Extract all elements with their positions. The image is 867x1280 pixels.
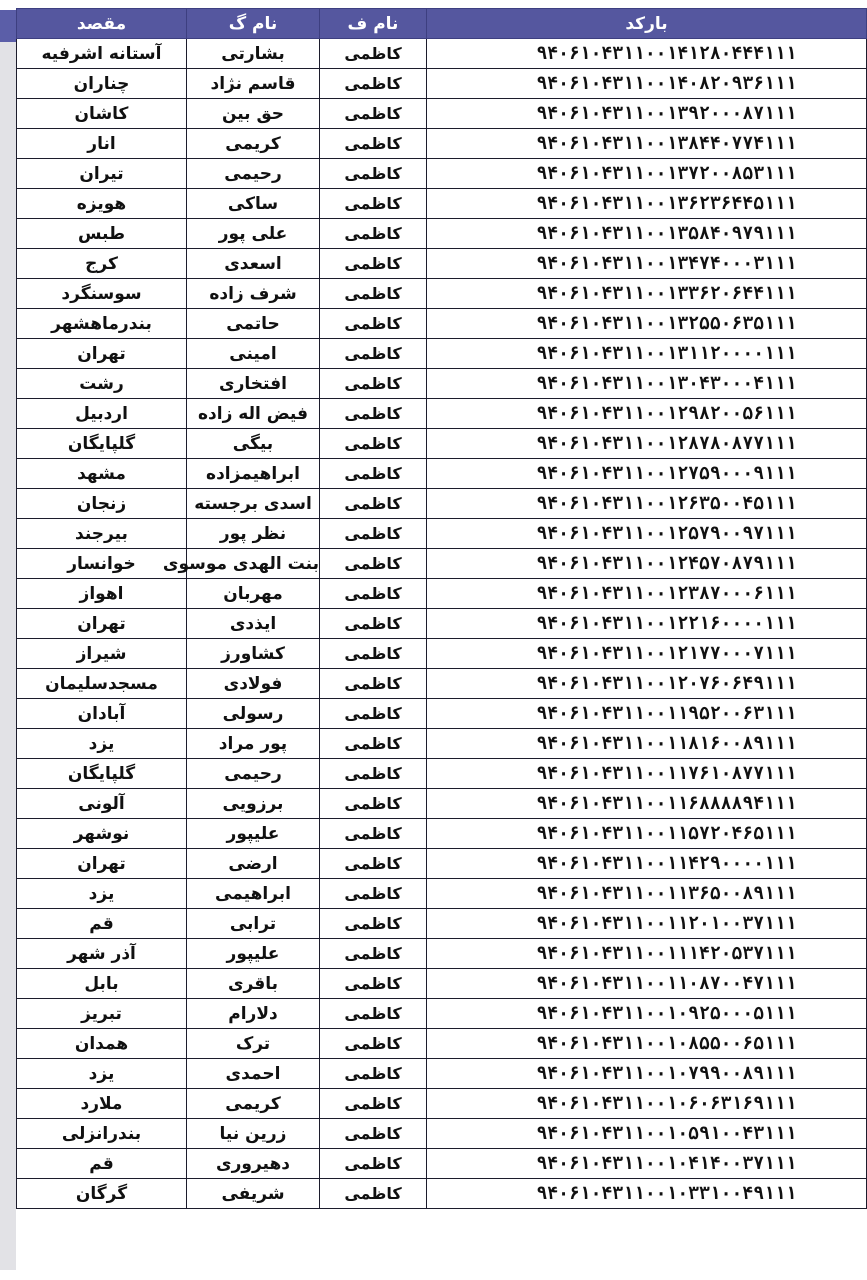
last-name-cell: کاظمی bbox=[320, 489, 427, 519]
destination-cell: کاشان bbox=[17, 99, 187, 129]
table-row bbox=[17, 159, 867, 189]
barcode-cell: ۹۴۰۶۱۰۴۳۱۱۰۰۱۳۸۴۴۰۷۷۴۱۱۱ bbox=[427, 129, 867, 159]
barcode-cell: ۹۴۰۶۱۰۴۳۱۱۰۰۱۳۰۴۳۰۰۰۴۱۱۱ bbox=[427, 369, 867, 399]
barcode-cell: ۹۴۰۶۱۰۴۳۱۱۰۰۱۱۶۸۸۸۸۹۴۱۱۱ bbox=[427, 789, 867, 819]
destination-cell: آستانه اشرفیه bbox=[17, 39, 187, 69]
table-row bbox=[17, 369, 867, 399]
first-name-cell: رسولی bbox=[187, 699, 320, 729]
first-name-cell: بیگی bbox=[187, 429, 320, 459]
first-name-cell: حاتمی bbox=[187, 309, 320, 339]
table-row bbox=[17, 819, 867, 849]
destination-cell: نوشهر bbox=[17, 819, 187, 849]
destination-cell: رشت bbox=[17, 369, 187, 399]
first-name-cell: اسعدی bbox=[187, 249, 320, 279]
table-row bbox=[17, 189, 867, 219]
destination-cell: تهران bbox=[17, 609, 187, 639]
destination-cell: یزد bbox=[17, 879, 187, 909]
table-row bbox=[17, 879, 867, 909]
table-row bbox=[17, 939, 867, 969]
last-name-cell: کاظمی bbox=[320, 39, 427, 69]
last-name-cell: کاظمی bbox=[320, 759, 427, 789]
last-name-cell: کاظمی bbox=[320, 909, 427, 939]
first-name-cell: ارضی bbox=[187, 849, 320, 879]
destination-cell: بابل bbox=[17, 969, 187, 999]
barcode-cell: ۹۴۰۶۱۰۴۳۱۱۰۰۱۲۱۷۷۰۰۰۷۱۱۱ bbox=[427, 639, 867, 669]
last-name-cell: کاظمی bbox=[320, 1149, 427, 1179]
first-name-cell: امینی bbox=[187, 339, 320, 369]
barcode-cell: ۹۴۰۶۱۰۴۳۱۱۰۰۱۳۳۶۲۰۶۴۴۱۱۱ bbox=[427, 279, 867, 309]
table-row bbox=[17, 99, 867, 129]
left-accent-bar bbox=[0, 10, 16, 42]
table-row bbox=[17, 489, 867, 519]
last-name-cell: کاظمی bbox=[320, 369, 427, 399]
destination-cell: مشهد bbox=[17, 459, 187, 489]
barcode-cell: ۹۴۰۶۱۰۴۳۱۱۰۰۱۳۱۱۲۰۰۰۰۱۱۱ bbox=[427, 339, 867, 369]
last-name-cell: کاظمی bbox=[320, 669, 427, 699]
destination-cell: بندرانزلی bbox=[17, 1119, 187, 1149]
first-name-cell: دهیروری bbox=[187, 1149, 320, 1179]
barcode-cell: ۹۴۰۶۱۰۴۳۱۱۰۰۱۴۰۸۲۰۹۳۶۱۱۱ bbox=[427, 69, 867, 99]
header-barcode: بارکد bbox=[427, 9, 867, 39]
last-name-cell: کاظمی bbox=[320, 1089, 427, 1119]
left-side-strip bbox=[0, 42, 16, 1270]
destination-cell: کرج bbox=[17, 249, 187, 279]
last-name-cell: کاظمی bbox=[320, 519, 427, 549]
table-row bbox=[17, 1119, 867, 1149]
table-row bbox=[17, 39, 867, 69]
first-name-cell: ابراهیمزاده bbox=[187, 459, 320, 489]
table-row bbox=[17, 789, 867, 819]
table-row bbox=[17, 849, 867, 879]
last-name-cell: کاظمی bbox=[320, 969, 427, 999]
table-row bbox=[17, 639, 867, 669]
first-name-cell: اسدی برجسته bbox=[187, 489, 320, 519]
last-name-cell: کاظمی bbox=[320, 249, 427, 279]
table-row bbox=[17, 339, 867, 369]
table-row bbox=[17, 669, 867, 699]
last-name-cell: کاظمی bbox=[320, 1029, 427, 1059]
table-body bbox=[17, 39, 867, 1209]
last-name-cell: کاظمی bbox=[320, 1179, 427, 1209]
last-name-cell: کاظمی bbox=[320, 849, 427, 879]
destination-cell: یزد bbox=[17, 729, 187, 759]
last-name-cell: کاظمی bbox=[320, 549, 427, 579]
last-name-cell: کاظمی bbox=[320, 99, 427, 129]
last-name-cell: کاظمی bbox=[320, 729, 427, 759]
barcode-cell: ۹۴۰۶۱۰۴۳۱۱۰۰۱۰۳۳۱۰۰۴۹۱۱۱ bbox=[427, 1179, 867, 1209]
first-name-cell: ساکی bbox=[187, 189, 320, 219]
last-name-cell: کاظمی bbox=[320, 819, 427, 849]
last-name-cell: کاظمی bbox=[320, 1059, 427, 1089]
table-row bbox=[17, 399, 867, 429]
table-row bbox=[17, 459, 867, 489]
destination-cell: زنجان bbox=[17, 489, 187, 519]
last-name-cell: کاظمی bbox=[320, 879, 427, 909]
barcode-cell: ۹۴۰۶۱۰۴۳۱۱۰۰۱۳۴۷۴۰۰۰۳۱۱۱ bbox=[427, 249, 867, 279]
barcode-cell: ۹۴۰۶۱۰۴۳۱۱۰۰۱۲۶۳۵۰۰۴۵۱۱۱ bbox=[427, 489, 867, 519]
destination-cell: تیران bbox=[17, 159, 187, 189]
barcode-cell: ۹۴۰۶۱۰۴۳۱۱۰۰۱۰۹۲۵۰۰۰۵۱۱۱ bbox=[427, 999, 867, 1029]
first-name-cell: رحیمی bbox=[187, 159, 320, 189]
table-row bbox=[17, 309, 867, 339]
first-name-cell: نظر پور bbox=[187, 519, 320, 549]
last-name-cell: کاظمی bbox=[320, 309, 427, 339]
barcode-cell: ۹۴۰۶۱۰۴۳۱۱۰۰۱۱۱۴۲۰۵۳۷۱۱۱ bbox=[427, 939, 867, 969]
barcode-cell: ۹۴۰۶۱۰۴۳۱۱۰۰۱۱۷۶۱۰۸۷۷۱۱۱ bbox=[427, 759, 867, 789]
table-row bbox=[17, 729, 867, 759]
table-row bbox=[17, 969, 867, 999]
barcode-cell: ۹۴۰۶۱۰۴۳۱۱۰۰۱۲۴۵۷۰۸۷۹۱۱۱ bbox=[427, 549, 867, 579]
first-name-cell: علی پور bbox=[187, 219, 320, 249]
last-name-cell: کاظمی bbox=[320, 999, 427, 1029]
destination-cell: چناران bbox=[17, 69, 187, 99]
first-name-cell: شرف زاده bbox=[187, 279, 320, 309]
header-first-name: نام گ bbox=[187, 9, 320, 39]
barcode-cell: ۹۴۰۶۱۰۴۳۱۱۰۰۱۳۷۲۰۰۸۵۳۱۱۱ bbox=[427, 159, 867, 189]
last-name-cell: کاظمی bbox=[320, 609, 427, 639]
barcode-cell: ۹۴۰۶۱۰۴۳۱۱۰۰۱۲۵۷۹۰۰۹۷۱۱۱ bbox=[427, 519, 867, 549]
last-name-cell: کاظمی bbox=[320, 69, 427, 99]
table-row bbox=[17, 759, 867, 789]
first-name-cell: زرین نیا bbox=[187, 1119, 320, 1149]
shipment-table bbox=[16, 8, 867, 1209]
barcode-cell: ۹۴۰۶۱۰۴۳۱۱۰۰۱۱۹۵۲۰۰۶۳۱۱۱ bbox=[427, 699, 867, 729]
first-name-cell: ترک bbox=[187, 1029, 320, 1059]
table-row bbox=[17, 279, 867, 309]
barcode-cell: ۹۴۰۶۱۰۴۳۱۱۰۰۱۱۴۲۹۰۰۰۰۱۱۱ bbox=[427, 849, 867, 879]
barcode-cell: ۹۴۰۶۱۰۴۳۱۱۰۰۱۲۳۸۷۰۰۰۶۱۱۱ bbox=[427, 579, 867, 609]
destination-cell: اردبیل bbox=[17, 399, 187, 429]
barcode-cell: ۹۴۰۶۱۰۴۳۱۱۰۰۱۲۷۵۹۰۰۰۹۱۱۱ bbox=[427, 459, 867, 489]
first-name-cell: پور مراد bbox=[187, 729, 320, 759]
destination-cell: تهران bbox=[17, 339, 187, 369]
last-name-cell: کاظمی bbox=[320, 399, 427, 429]
destination-cell: آلونی bbox=[17, 789, 187, 819]
table-header-row bbox=[17, 9, 867, 39]
first-name-cell: رحیمی bbox=[187, 759, 320, 789]
last-name-cell: کاظمی bbox=[320, 789, 427, 819]
last-name-cell: کاظمی bbox=[320, 189, 427, 219]
first-name-cell: احمدی bbox=[187, 1059, 320, 1089]
barcode-cell: ۹۴۰۶۱۰۴۳۱۱۰۰۱۰۴۱۴۰۰۳۷۱۱۱ bbox=[427, 1149, 867, 1179]
destination-cell: انار bbox=[17, 129, 187, 159]
table-row bbox=[17, 579, 867, 609]
destination-cell: بیرجند bbox=[17, 519, 187, 549]
destination-cell: ملارد bbox=[17, 1089, 187, 1119]
barcode-cell: ۹۴۰۶۱۰۴۳۱۱۰۰۱۰۵۹۱۰۰۴۳۱۱۱ bbox=[427, 1119, 867, 1149]
last-name-cell: کاظمی bbox=[320, 939, 427, 969]
first-name-cell: بنت الهدی موسوی bbox=[187, 549, 320, 579]
table-row bbox=[17, 999, 867, 1029]
barcode-cell: ۹۴۰۶۱۰۴۳۱۱۰۰۱۰۶۰۶۳۱۶۹۱۱۱ bbox=[427, 1089, 867, 1119]
first-name-cell: کریمی bbox=[187, 1089, 320, 1119]
first-name-cell: فولادی bbox=[187, 669, 320, 699]
destination-cell: تبریز bbox=[17, 999, 187, 1029]
destination-cell: شیراز bbox=[17, 639, 187, 669]
table-row bbox=[17, 609, 867, 639]
table-row bbox=[17, 1089, 867, 1119]
barcode-cell: ۹۴۰۶۱۰۴۳۱۱۰۰۱۱۸۱۶۰۰۸۹۱۱۱ bbox=[427, 729, 867, 759]
last-name-cell: کاظمی bbox=[320, 339, 427, 369]
barcode-cell: ۹۴۰۶۱۰۴۳۱۱۰۰۱۴۱۲۸۰۴۴۴۱۱۱ bbox=[427, 39, 867, 69]
barcode-cell: ۹۴۰۶۱۰۴۳۱۱۰۰۱۳۹۲۰۰۰۸۷۱۱۱ bbox=[427, 99, 867, 129]
destination-cell: آذر شهر bbox=[17, 939, 187, 969]
barcode-cell: ۹۴۰۶۱۰۴۳۱۱۰۰۱۲۰۷۶۰۶۴۹۱۱۱ bbox=[427, 669, 867, 699]
barcode-cell: ۹۴۰۶۱۰۴۳۱۱۰۰۱۱۳۶۵۰۰۸۹۱۱۱ bbox=[427, 879, 867, 909]
last-name-cell: کاظمی bbox=[320, 159, 427, 189]
last-name-cell: کاظمی bbox=[320, 429, 427, 459]
destination-cell: طبس bbox=[17, 219, 187, 249]
first-name-cell: افتخاری bbox=[187, 369, 320, 399]
last-name-cell: کاظمی bbox=[320, 1119, 427, 1149]
barcode-cell: ۹۴۰۶۱۰۴۳۱۱۰۰۱۳۵۸۴۰۹۷۹۱۱۱ bbox=[427, 219, 867, 249]
destination-cell: اهواز bbox=[17, 579, 187, 609]
destination-cell: قم bbox=[17, 1149, 187, 1179]
destination-cell: سوسنگرد bbox=[17, 279, 187, 309]
barcode-cell: ۹۴۰۶۱۰۴۳۱۱۰۰۱۳۶۲۳۶۴۴۵۱۱۱ bbox=[427, 189, 867, 219]
first-name-cell: فیض اله زاده bbox=[187, 399, 320, 429]
first-name-cell: بشارتی bbox=[187, 39, 320, 69]
destination-cell: مسجدسلیمان bbox=[17, 669, 187, 699]
last-name-cell: کاظمی bbox=[320, 129, 427, 159]
barcode-cell: ۹۴۰۶۱۰۴۳۱۱۰۰۱۱۵۷۲۰۴۶۵۱۱۱ bbox=[427, 819, 867, 849]
first-name-cell: حق بین bbox=[187, 99, 320, 129]
first-name-cell: قاسم نژاد bbox=[187, 69, 320, 99]
table-row bbox=[17, 1149, 867, 1179]
first-name-cell: ایذدی bbox=[187, 609, 320, 639]
first-name-cell: شریفی bbox=[187, 1179, 320, 1209]
last-name-cell: کاظمی bbox=[320, 699, 427, 729]
first-name-cell: علیپور bbox=[187, 819, 320, 849]
destination-cell: آبادان bbox=[17, 699, 187, 729]
first-name-cell: ابراهیمی bbox=[187, 879, 320, 909]
destination-cell: خوانسار bbox=[17, 549, 187, 579]
first-name-cell: دلارام bbox=[187, 999, 320, 1029]
destination-cell: بندرماهشهر bbox=[17, 309, 187, 339]
barcode-cell: ۹۴۰۶۱۰۴۳۱۱۰۰۱۳۲۵۵۰۶۳۵۱۱۱ bbox=[427, 309, 867, 339]
first-name-cell: کریمی bbox=[187, 129, 320, 159]
table-row bbox=[17, 129, 867, 159]
barcode-cell: ۹۴۰۶۱۰۴۳۱۱۰۰۱۰۷۹۹۰۰۸۹۱۱۱ bbox=[427, 1059, 867, 1089]
barcode-cell: ۹۴۰۶۱۰۴۳۱۱۰۰۱۲۸۷۸۰۸۷۷۱۱۱ bbox=[427, 429, 867, 459]
first-name-cell: ترابی bbox=[187, 909, 320, 939]
first-name-cell: مهربان bbox=[187, 579, 320, 609]
table-row bbox=[17, 519, 867, 549]
table-row bbox=[17, 249, 867, 279]
table-row bbox=[17, 429, 867, 459]
last-name-cell: کاظمی bbox=[320, 639, 427, 669]
destination-cell: گلپایگان bbox=[17, 429, 187, 459]
table-row bbox=[17, 909, 867, 939]
destination-cell: هویزه bbox=[17, 189, 187, 219]
last-name-cell: کاظمی bbox=[320, 279, 427, 309]
barcode-cell: ۹۴۰۶۱۰۴۳۱۱۰۰۱۱۰۸۷۰۰۴۷۱۱۱ bbox=[427, 969, 867, 999]
header-destination: مقصد bbox=[17, 9, 187, 39]
table-row bbox=[17, 1179, 867, 1209]
table-row bbox=[17, 549, 867, 579]
first-name-cell: برزویی bbox=[187, 789, 320, 819]
table-row bbox=[17, 219, 867, 249]
table-row bbox=[17, 1029, 867, 1059]
barcode-cell: ۹۴۰۶۱۰۴۳۱۱۰۰۱۰۸۵۵۰۰۶۵۱۱۱ bbox=[427, 1029, 867, 1059]
destination-cell: گرگان bbox=[17, 1179, 187, 1209]
last-name-cell: کاظمی bbox=[320, 579, 427, 609]
first-name-cell: باقری bbox=[187, 969, 320, 999]
first-name-cell: علیپور bbox=[187, 939, 320, 969]
table-row bbox=[17, 1059, 867, 1089]
destination-cell: قم bbox=[17, 909, 187, 939]
barcode-cell: ۹۴۰۶۱۰۴۳۱۱۰۰۱۲۹۸۲۰۰۵۶۱۱۱ bbox=[427, 399, 867, 429]
first-name-cell: کشاورز bbox=[187, 639, 320, 669]
barcode-cell: ۹۴۰۶۱۰۴۳۱۱۰۰۱۱۲۰۱۰۰۳۷۱۱۱ bbox=[427, 909, 867, 939]
header-last-name: نام ف bbox=[320, 9, 427, 39]
destination-cell: گلپایگان bbox=[17, 759, 187, 789]
last-name-cell: کاظمی bbox=[320, 219, 427, 249]
table-row bbox=[17, 699, 867, 729]
destination-cell: همدان bbox=[17, 1029, 187, 1059]
last-name-cell: کاظمی bbox=[320, 459, 427, 489]
destination-cell: تهران bbox=[17, 849, 187, 879]
destination-cell: یزد bbox=[17, 1059, 187, 1089]
barcode-cell: ۹۴۰۶۱۰۴۳۱۱۰۰۱۲۲۱۶۰۰۰۰۱۱۱ bbox=[427, 609, 867, 639]
table-row bbox=[17, 69, 867, 99]
